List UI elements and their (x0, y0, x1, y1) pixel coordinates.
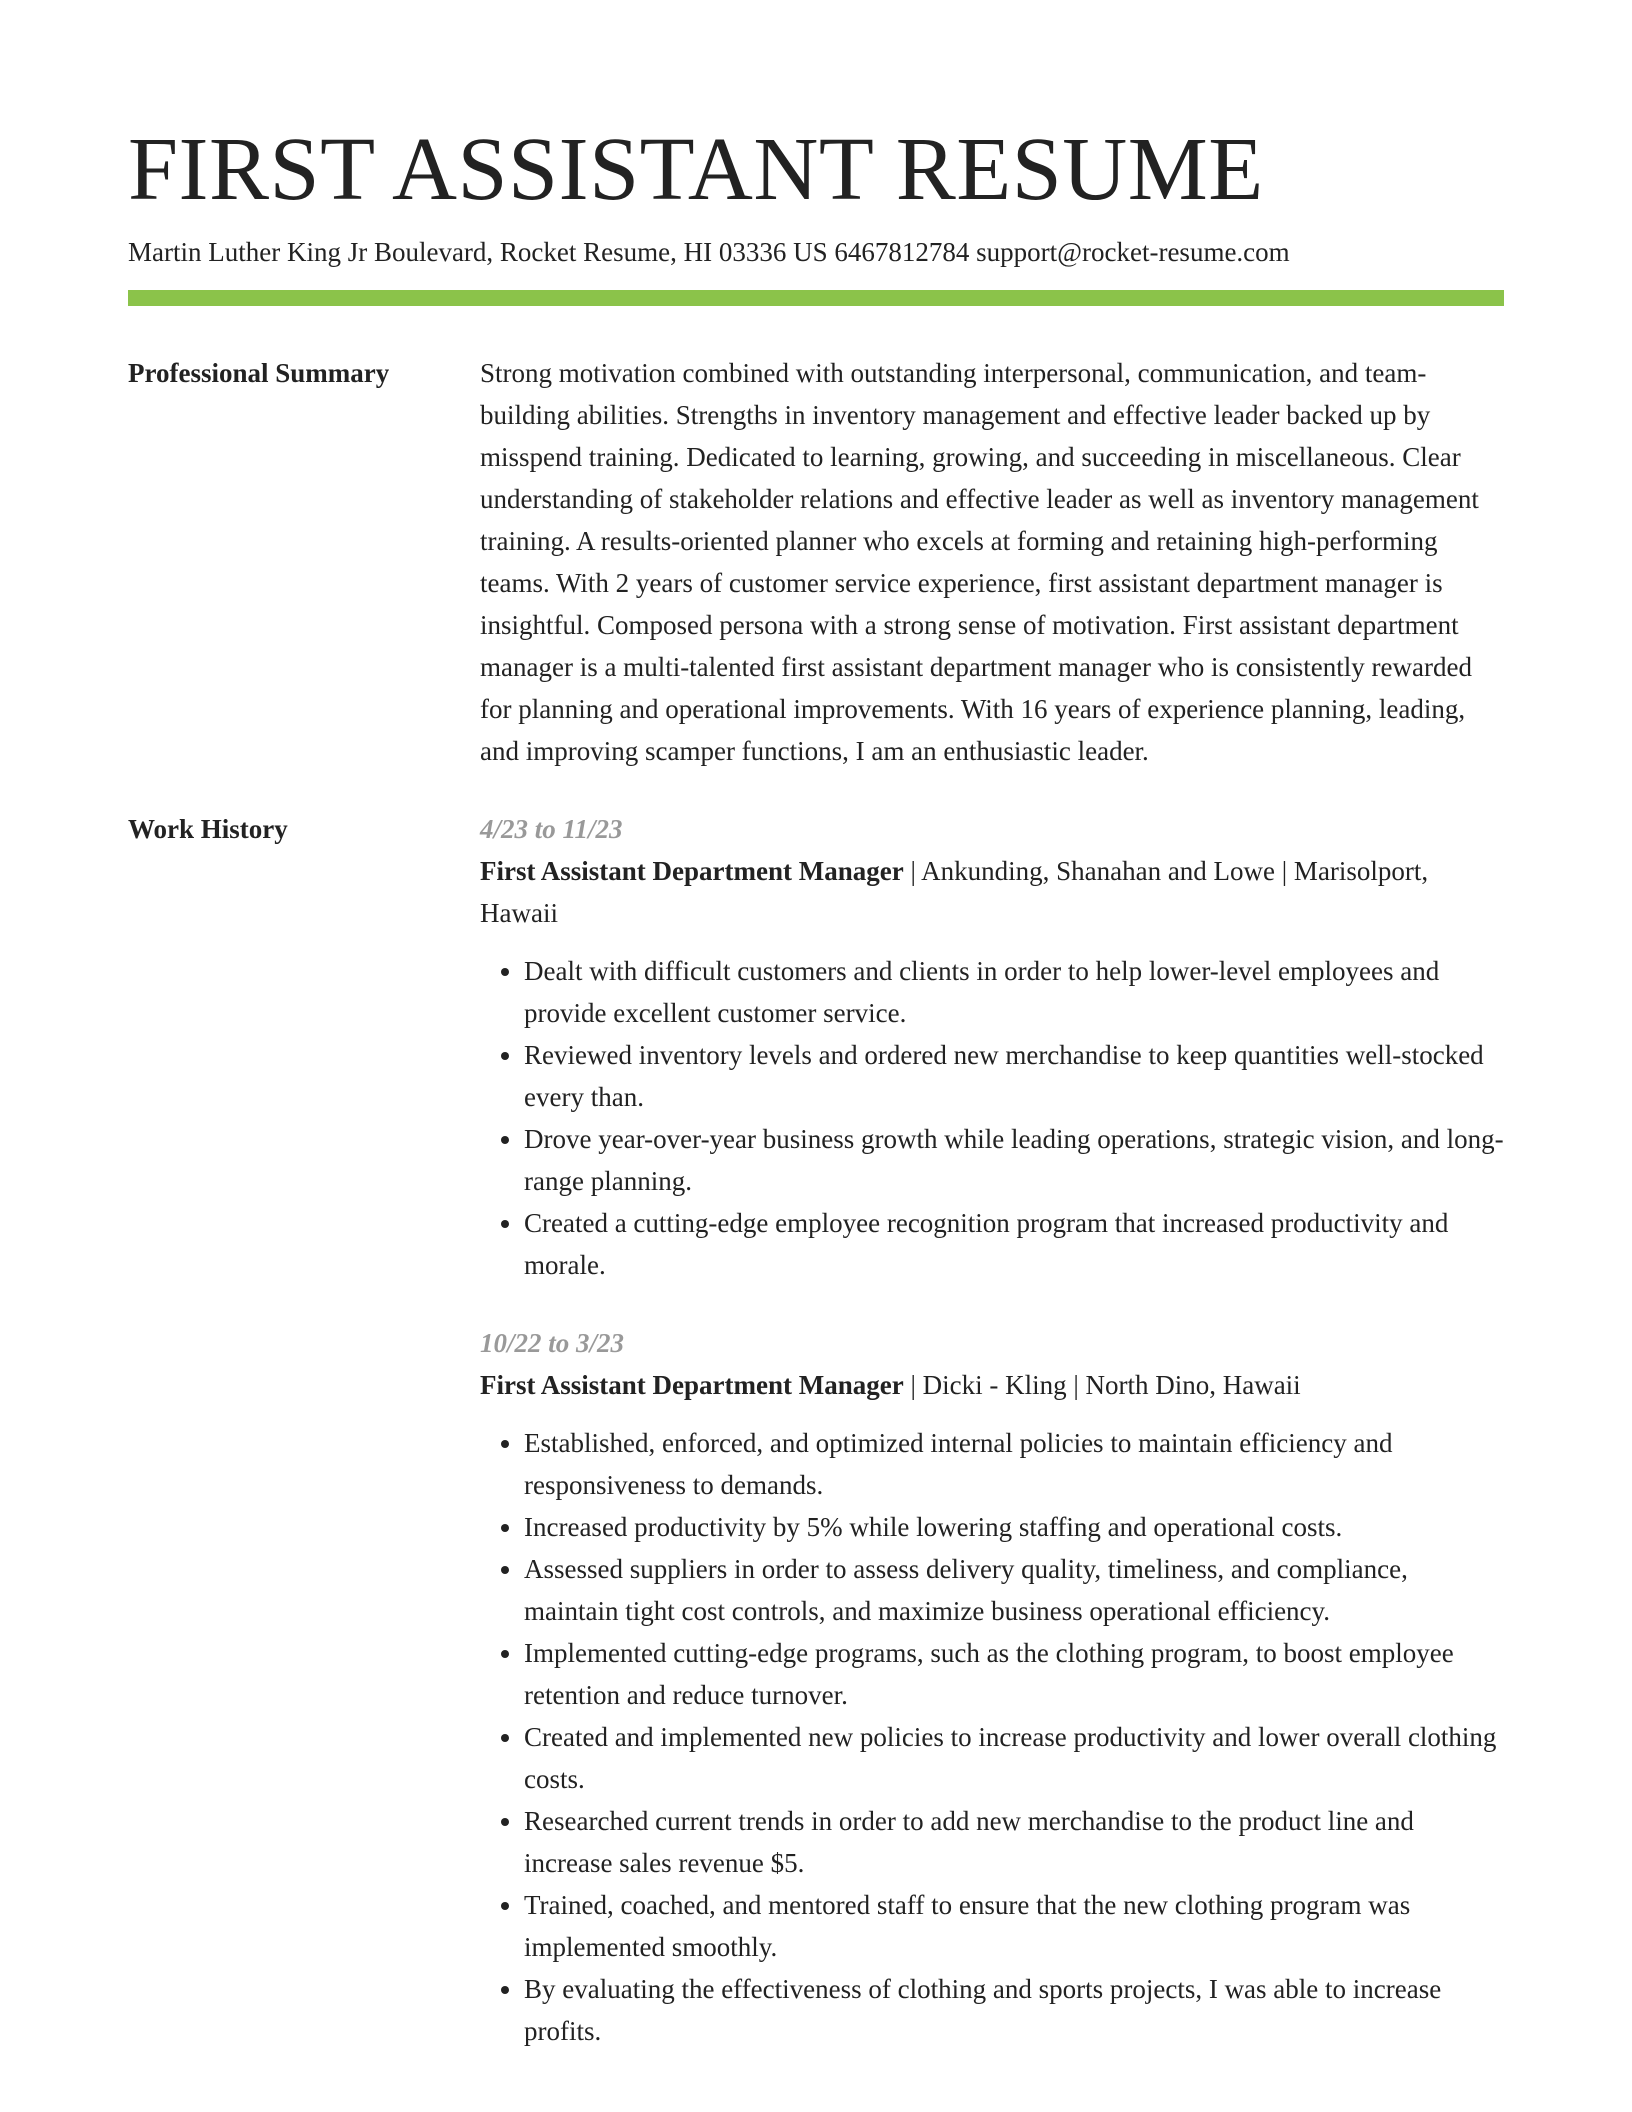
job-bullet: • Drove year-over-year business growth while leading operations, strategic vision, and long-range planning. (524, 1118, 1504, 1202)
summary-body (480, 352, 1504, 772)
job-details: | Dicki - Kling | North Dino, Hawaii (903, 1370, 1301, 1400)
job-dates: 4/23 to 11/23 (480, 814, 623, 844)
job-bullet: • Established, enforced, and optimized internal policies to maintain efficiency and responsiveness to demands. (524, 1422, 1504, 1506)
section-label-work-history: Work History (128, 814, 288, 844)
job-bullet: • Assessed suppliers in order to assess delivery quality, timeliness, and compliance, maintain tight cost controls, and maximize business operational efficiency. (524, 1548, 1504, 1632)
job-bullet: • Researched current trends in order to add new merchandise to the product line and increase sales revenue $5. (524, 1800, 1504, 1884)
job-bullet: • Implemented cutting-edge programs, such as the clothing program, to boost employee retention and reduce turnover. (524, 1632, 1504, 1716)
professional-summary-section (128, 352, 1504, 772)
contact-line: Martin Luther King Jr Boulevard, Rocket Resume, HI 03336 US 6467812784 support@rocket-resume.com (128, 237, 1290, 267)
job-bullet: • Trained, coached, and mentored staff to ensure that the new clothing program was implemented smoothly. (524, 1884, 1504, 1968)
job-entry (480, 808, 1504, 1286)
job-heading (480, 1364, 1504, 1406)
job-details: | Ankunding, Shanahan and Lowe | Marisolport, Hawaii (480, 856, 1429, 928)
job-bullet: • Increased productivity by 5% while lowering staffing and operational costs. (524, 1506, 1504, 1548)
resume-title: FIRST ASSISTANT RESUME (128, 120, 1264, 219)
job-bullet: • Created a cutting-edge employee recognition program that increased productivity and morale. (524, 1202, 1504, 1286)
job-entry (480, 1322, 1504, 2052)
resume-page (128, 118, 1504, 2052)
section-label-professional-summary: Professional Summary (128, 358, 390, 388)
job-title: First Assistant Department Manager (480, 856, 904, 886)
summary-text: Strong motivation combined with outstanding interpersonal, communication, and team-building abilities. Strengths in inventory management and effective leader backed up by misspend training. Dedicated to learning, growing, and succeeding in miscellaneous. Clear understanding of stakeholder relations and effective leader as well as inventory management training. A results-oriented planner who excels at forming and retaining high-performing teams. With 2 years of customer service experience, first assistant department manager is insightful. Composed persona with a strong sense of motivation. First assistant department manager is a multi-talented first assistant department manager who is consistently rewarded for planning and operational improvements. With 16 years of experience planning, leading, and improving scamper functions, I am an enthusiastic leader. (480, 358, 1479, 766)
job-bullet-list (480, 950, 1504, 1286)
accent-divider (128, 290, 1504, 306)
job-bullet-list (480, 1422, 1504, 2052)
job-dates: 10/22 to 3/23 (480, 1328, 625, 1358)
job-title: First Assistant Department Manager (480, 1370, 904, 1400)
job-bullet: • Dealt with difficult customers and clients in order to help lower-level employees and provide excellent customer service. (524, 950, 1504, 1034)
work-history-section (128, 808, 1504, 2052)
job-bullet: • By evaluating the effectiveness of clothing and sports projects, I was able to increase profits. (524, 1968, 1504, 2052)
job-bullet: • Reviewed inventory levels and ordered new merchandise to keep quantities well-stocked every than. (524, 1034, 1504, 1118)
work-history-body (480, 808, 1504, 2052)
job-bullet: • Created and implemented new policies to increase productivity and lower overall clothing costs. (524, 1716, 1504, 1800)
job-heading (480, 850, 1504, 934)
